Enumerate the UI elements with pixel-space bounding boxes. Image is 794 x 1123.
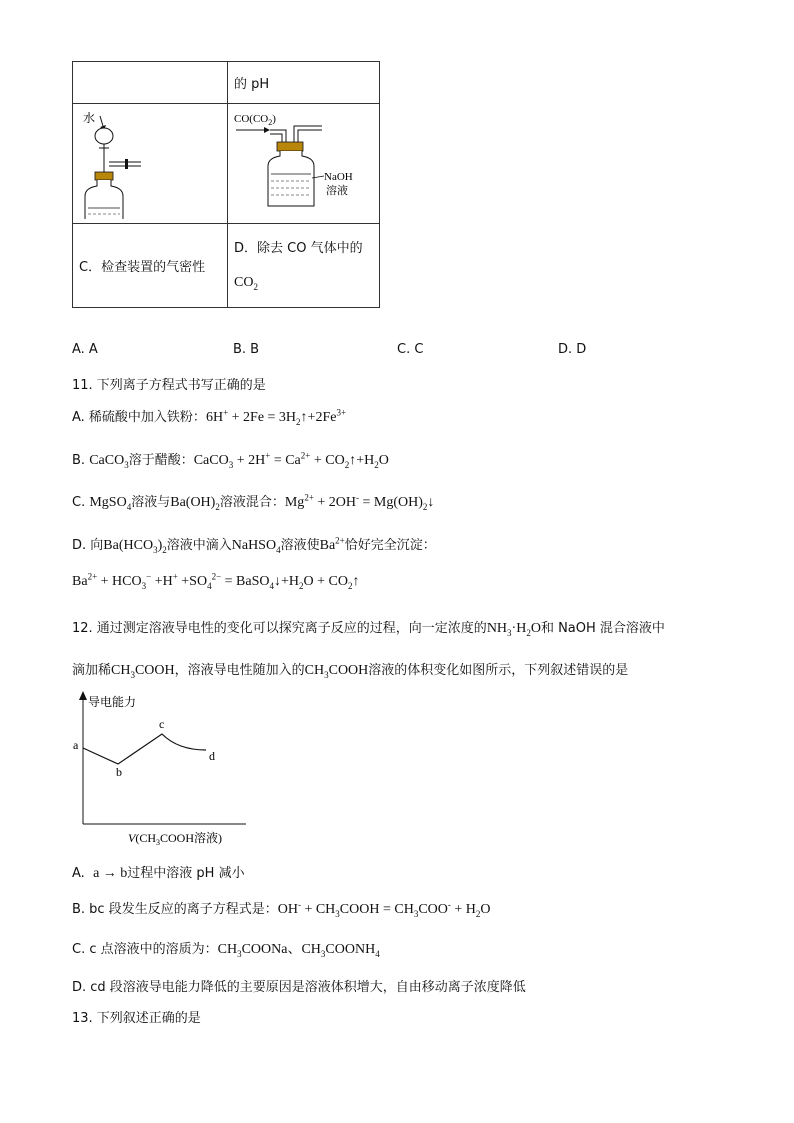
figure-c-cell: [73, 104, 228, 224]
point-b-label: b: [116, 765, 122, 779]
airtightness-apparatus-figure: [73, 104, 227, 219]
q11-stem: 11. 下列离子方程式书写正确的是: [72, 378, 266, 393]
gas-washing-bottle-figure: [228, 104, 373, 219]
option-d-label-line2: $CO_2$: [234, 274, 258, 292]
table-cell-empty: [73, 62, 228, 104]
table-cell-ph: [228, 62, 380, 104]
solution-label: 溶液: [326, 184, 348, 197]
label-c-cell: [73, 224, 228, 308]
point-d-label: d: [209, 749, 215, 763]
q11-option-c[interactable]: C. MgSO$_4$溶液与$Ba(OH)_2$溶液混合：$Mg^{2+} + 2OH^-$ = $Mg(OH)_2↓$: [72, 492, 435, 512]
gas-label: $CO(CO_2)$: [234, 113, 276, 127]
option-c-label: C．检查装置的气密性: [79, 260, 206, 275]
q12-option-d[interactable]: D. cd 段溶液导电能力降低的主要原因是溶液体积增大，自由移动离子浓度降低: [72, 980, 526, 995]
ph-text: 的 pH: [234, 77, 270, 92]
point-c-label: c: [159, 717, 165, 731]
q12-option-c[interactable]: C. c 点溶液中的溶质为：$CH_3COONa$、$CH_3COONH_4$: [72, 942, 380, 959]
label-d-cell: [228, 224, 380, 308]
q10-option-d[interactable]: D. D: [558, 342, 587, 357]
q13-stem: 13. 下列叙述正确的是: [72, 1011, 201, 1026]
water-label: 水: [83, 111, 96, 125]
q11-option-d-equation: $Ba^{2+} + HCO_3^- +H^+ +SO_4^{2-}$ = $BaSO_4↓+H_2O$ + $CO_2↑$: [72, 571, 360, 591]
y-axis-label: 导电能力: [88, 695, 137, 709]
q12-stem-line1: 12. 通过测定溶液导电性的变化可以探究离子反应的过程，向一定浓度的$NH_3\cdot H_2O$和 NaOH 混合溶液中: [72, 621, 665, 638]
naoh-label: NaOH: [324, 171, 353, 183]
q10-option-c[interactable]: C. C: [397, 342, 424, 357]
option-d-label-line1: D．除去 CO 气体中的: [234, 240, 363, 256]
conductivity-graph: [66, 688, 266, 850]
q11-option-b[interactable]: B. CaCO$_3$溶于醋酸：CaCO$_3$ + $2H^+ = Ca^{2+}$ + $CO_2↑+H_2O$: [72, 450, 389, 470]
q11-option-d[interactable]: D. 向$Ba(HCO_3)_2$溶液中滴入NaHSO$_4$溶液使$Ba^{2+}$恰好完全沉淀：: [72, 535, 436, 555]
apparatus-table: [72, 61, 380, 308]
q10-option-b[interactable]: B. B: [233, 342, 260, 357]
conductivity-curve: [83, 734, 206, 764]
x-axis-label: $V(CH_3COOH$溶液): [128, 831, 223, 847]
point-a-label: a: [73, 738, 79, 752]
q12-option-b[interactable]: B. bc 段发生反应的离子方程式是：$OH^- + CH_3COOH = CH_3COO^- + H_2O$: [72, 899, 491, 919]
q10-option-a[interactable]: A. A: [72, 342, 98, 357]
q12-stem-line2: 滴加稀$CH_3COOH$，溶液导电性随加入的$CH_3COOH$溶液的体积变化如图所示，下列叙述错误的是: [72, 663, 629, 680]
figure-d-cell: [228, 104, 380, 224]
q12-option-a[interactable]: A. a → b过程中溶液 pH 减小: [72, 866, 245, 881]
q11-option-a[interactable]: A. 稀硫酸中加入铁粉：$6H^+ + 2Fe = 3H_2↑+2Fe^{3+}$: [72, 407, 347, 427]
